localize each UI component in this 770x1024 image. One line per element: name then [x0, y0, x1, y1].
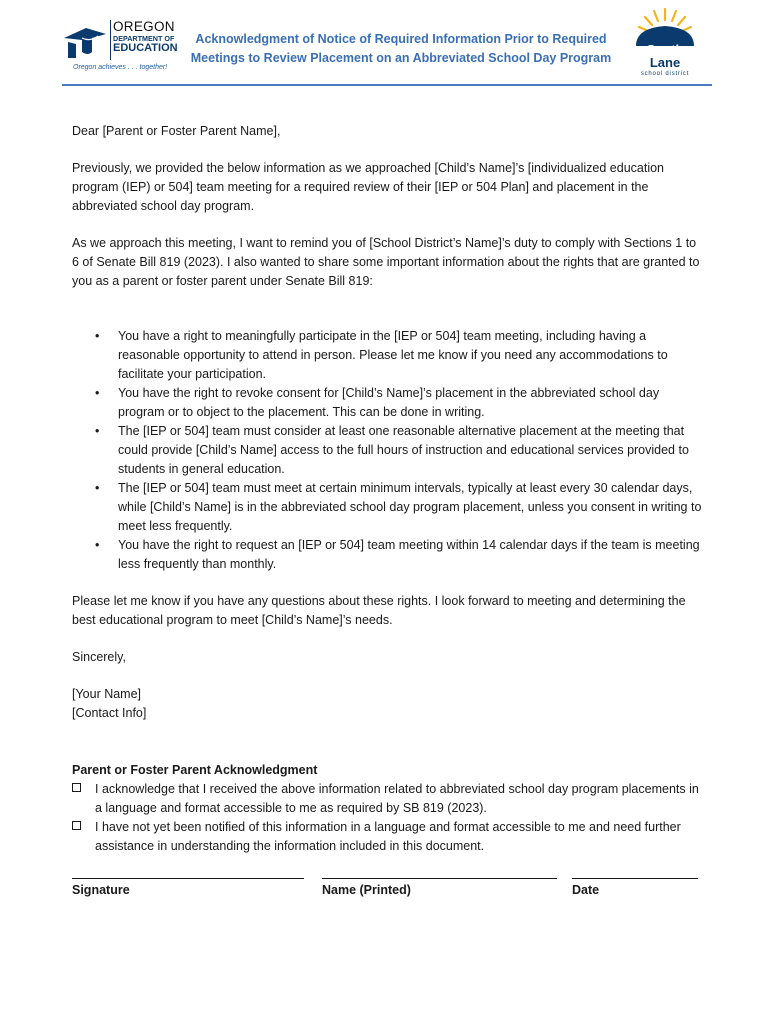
date-field[interactable]	[572, 878, 698, 897]
signature-label: Signature	[72, 883, 130, 897]
acknowledgment-item-not-notified	[72, 818, 702, 856]
south-lane-school-district-logo	[630, 6, 700, 80]
oregon-department-of-education-logo	[62, 20, 180, 75]
south-lane-logo-district: school district	[640, 71, 690, 77]
document-title: Acknowledgment of Notice of Required Information Prior to Required Meetings to Review Placement on an Abbreviated School Day Program	[190, 32, 612, 65]
checkbox-not-notified[interactable]	[72, 821, 81, 830]
ode-logo-tagline: Oregon achieves . . . together!	[73, 64, 168, 71]
paragraph-previous-info: Previously, we provided the below information as we approached [Child’s Name]’s [individualized education program (IEP) or 504] team meeting for a required review of their [IEP or 504 Plan] and placement in the abbreviated school day program.	[72, 161, 664, 213]
list-item: • You have the right to request an [IEP or 504] team meeting within 14 calendar days if the team is meeting less frequently than monthly.	[118, 536, 702, 574]
ode-logo-education: EDUCATION	[113, 42, 178, 54]
header-divider	[62, 84, 712, 86]
ode-logo-oregon: OREGON	[113, 19, 175, 34]
signature-field[interactable]	[72, 878, 304, 897]
date-line	[572, 878, 698, 879]
south-lane-logo-south: South	[646, 42, 684, 57]
sun-icon	[630, 6, 700, 46]
list-item: • You have the right to revoke consent for [Child’s Name]’s placement in the abbreviated school day program or to object to the placement. This can be done in writing.	[118, 384, 702, 422]
acknowledgment-item-text: I have not yet been notified of this information in a language and format accessible to me and need further assistance in understanding the information included in this document.	[95, 820, 681, 853]
acknowledgment-item-received	[72, 780, 702, 818]
logo-divider	[110, 20, 111, 60]
salutation: Dear [Parent or Foster Parent Name],	[72, 124, 281, 138]
ode-logo-department: DEPARTMENT OF	[113, 34, 175, 43]
acknowledgment-item-text: I acknowledge that I received the above information related to abbreviated school day program placements in a language and format accessible to me as required by SB 819 (2023).	[95, 782, 699, 815]
closing: Sincerely,	[72, 650, 126, 664]
date-label: Date	[572, 883, 600, 897]
ode-logo-text	[113, 20, 178, 54]
contact-info-placeholder: [Contact Info]	[72, 706, 147, 720]
list-item: • The [IEP or 504] team must consider at least one reasonable alternative placement at the meeting that could provide [Child’s Name] access to the full hours of instruction and educational services provided to students in general education.	[118, 422, 702, 479]
paragraph-sb819-duty: As we approach this meeting, I want to remind you of [School District’s Name]’s duty to comply with Sections 1 to 6 of Senate Bill 819 (2023). I also wanted to share some important information about the rights that are granted to you as a parent or foster parent under Senate Bill 819:	[72, 236, 700, 288]
checkbox-received[interactable]	[72, 783, 81, 792]
rights-list	[72, 327, 702, 574]
oregon-state-icon	[62, 22, 108, 62]
document-header	[0, 0, 770, 90]
list-item: • The [IEP or 504] team must meet at certain minimum intervals, typically at least every 30 calendar days, while [Child’s Name] is in the abbreviated school day program placement, unless you consent in writing to meet less frequently.	[118, 479, 702, 536]
printed-name-field[interactable]	[322, 878, 557, 897]
acknowledgment-heading: Parent or Foster Parent Acknowledgment	[72, 763, 318, 777]
letter-body	[72, 122, 702, 856]
signature-line	[72, 878, 304, 879]
printed-name-line	[322, 878, 557, 879]
your-name-placeholder: [Your Name]	[72, 687, 142, 701]
south-lane-logo-lane: Lane	[649, 55, 681, 70]
list-item: • You have a right to meaningfully participate in the [IEP or 504] team meeting, including having a reasonable opportunity to attend in person. Please let me know if you need any accommodations to facilitate your participation.	[118, 327, 702, 384]
signature-row	[72, 878, 702, 908]
printed-name-label: Name (Printed)	[322, 883, 411, 897]
south-lane-logo-text	[630, 43, 700, 78]
paragraph-closing-remarks: Please let me know if you have any questions about these rights. I look forward to meeting and determining the best educational program to meet [Child’s Name]’s needs.	[72, 594, 686, 627]
